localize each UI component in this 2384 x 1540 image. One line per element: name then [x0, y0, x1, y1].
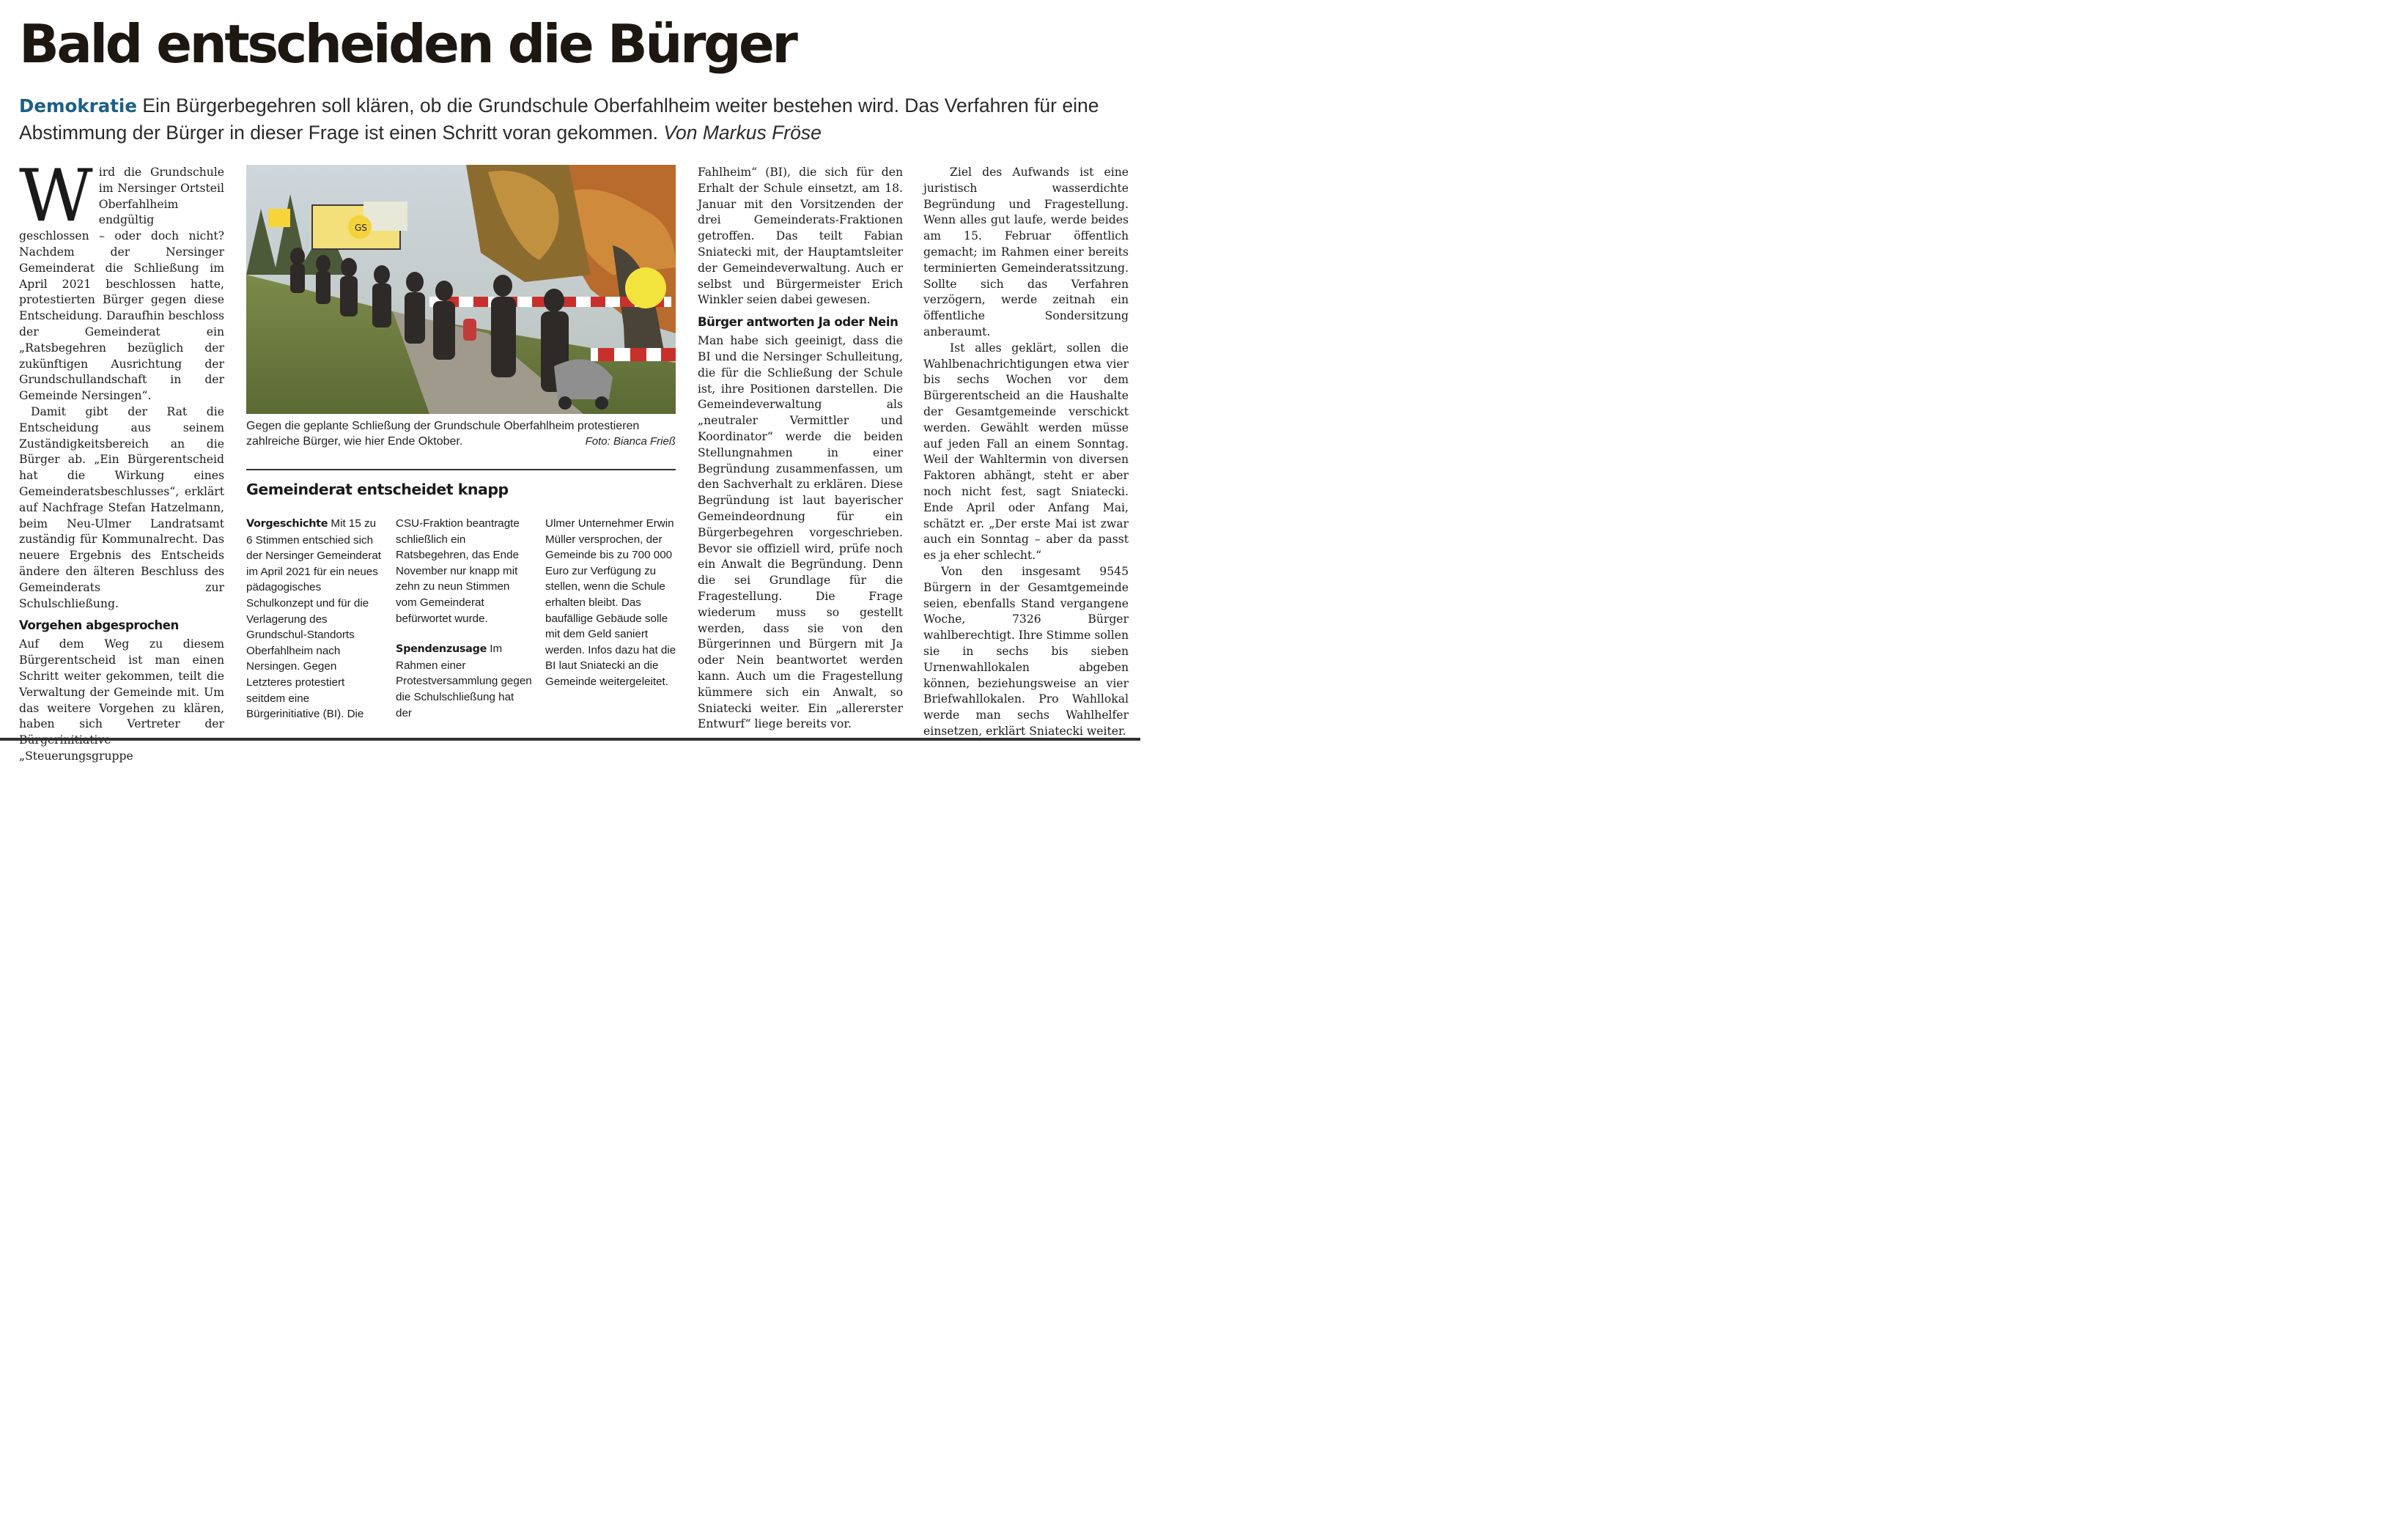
subheading: Bürger antworten Ja oder Nein: [698, 315, 898, 330]
page-bottom-rule: [0, 738, 1140, 741]
paragraph: Vorgeschichte Mit 15 zu 6 Stimmen entschied sich der Nersinger Gemeinderat im April 2021 für ein neues pädagogisches Schulkonzept und für die Verlagerung des Grundschul-Standorts Oberfahlheim nach Nersingen. Gegen Letzteres protestiert seitdem eine Bürgerinitiative (BI). Die: [246, 517, 382, 721]
paragraph: Man habe sich geeinigt, dass die BI und die Nersinger Schulleitung, die für die Schließung der Schule ist, ihre Positionen darstellen. Die Gemeindeverwaltung als „neutraler Vermittler und Koordinator“ werde die beiden Stellungnahmen in einer Begründung zusammenfassen, um den Sachverhalt zu erklären. Diese Begründung ist laut bayerischer Gemeindeordnung für ein Bürgerbegehren vorgeschrieben. Bevor sie offiziell wird, prüfe noch ein Anwalt die Begründung. Denn die sei Grundlage für die Fragestellung. Die Frage wiederum muss so gestellt werden, dass sie von den Bürgerinnen und Bürgern mit Ja oder Nein beantwortet werden kann. Auch um die Fragestellung kümmere sich ein Anwalt, so Sniatecki weiter. Ein „allererster Entwurf“ liege bereits vor.: [698, 334, 903, 731]
box-column-3: [545, 516, 682, 690]
photo-caption: [246, 418, 676, 449]
article-column-3: [698, 165, 903, 733]
paragraph: Wird die Grundschule im Nersinger Ortsteil Oberfahlheim endgültig geschlossen – oder doch nicht? Nachdem der Nersinger Gemeinderat die Schließung im April 2021 beschlossen hatte, protestierten Bürger gegen diese Entscheidung. Daraufhin beschloss der Gemeinderat ein „Ratsbegehren bezüglich der zukünftigen Ausrichtung der Grundschullandschaft in der Gemeinde Nersingen“.: [19, 155, 224, 403]
paragraph: Von den insgesamt 9545 Bürgern in der Gesamtgemeinde seien, ebenfalls Stand vergangene Woche, 7326 Bürger wahlberechtigt. Ihre Stimme sollen sie in sechs bis sieben Urnenwahllokalen abgeben können, beziehungsweise an vier Briefwahllokalen. Pro Wahllokal werde man sechs Wahlhelfer einsetzen, erklärt Sniatecki weiter.: [923, 564, 1129, 738]
paragraph: Auf dem Weg zu diesem Bürgerentscheid ist man einen Schritt weiter gekommen, teilt die Verwaltung der Gemeinde mit. Um das weitere Vorgehen zu klären, haben sich Vertreter der „Steuerungsgruppe: [19, 637, 224, 763]
protest-march-image: [246, 165, 676, 414]
dek-text: Ein Bürgerbegehren soll klären, ob die Grundschule Oberfahlheim weiter bestehen wird. Das Verfahren für eine Abstimmung der Bürger in dieser Frage ist einen Schritt voran gekommen.: [19, 95, 1099, 144]
byline: Von Markus Fröse: [663, 122, 822, 144]
box-column-2: [396, 516, 532, 721]
box-top-rule: [246, 469, 676, 470]
photo-credit: Foto: Bianca Frieß: [585, 435, 676, 448]
box-column-1: [246, 516, 383, 722]
box-title: Gemeinderat entscheidet knapp: [246, 481, 509, 498]
article-column-1: [19, 155, 224, 765]
caption-text: Gegen die geplante Schließung der Grundschule Oberfahlheim protestieren zahlreiche Bürger, wie hier Ende Oktober.: [246, 420, 640, 448]
kicker: Demokratie: [19, 95, 137, 116]
subheading: Vorgehen abgesprochen: [19, 618, 179, 633]
article-photo: [246, 165, 676, 414]
box-lead: Spendenzusage: [396, 643, 487, 656]
paragraph: Ist alles geklärt, sollen die Wahlbenachrichtigungen etwa vier bis sechs Wochen vor dem Bürgerentscheid an die Haushalte der Gesamtgemeinde verschickt werden. Gewählt werden müsse auf jeden Fall an einem Sonntag. Weil der Wahltermin von diversen Faktoren abhängt, steht er aber noch nicht fest, sagt Sniatecki. Ende April oder Anfang Mai, schätzt er. „Der erste Mai ist zwar auch ein Sonntag – aber da passt es ja eher schlecht.“: [923, 341, 1129, 563]
sign-text: GS: [355, 223, 367, 233]
article-column-4: [923, 165, 1129, 740]
headline: Bald entscheiden die Bürger: [19, 13, 796, 75]
paragraph: Spendenzusage Im Rahmen einer Protestversammlung gegen die Schulschließung hat der: [396, 643, 532, 719]
paragraph: CSU-Fraktion beantragte schließlich ein Ratsbegehren, das Ende November nur knapp mit zehn zu neun Stimmen vom Gemeinderat befürwortet wurde.: [396, 517, 520, 625]
drop-cap: W: [19, 155, 93, 238]
paragraph: Ulmer Unternehmer Erwin Müller versprochen, der Gemeinde bis zu 700 000 Euro zur Verfügung zu stellen, wenn die Schule erhalten bleibt. Das baufällige Gebäude solle mit dem Geld saniert werden. Infos dazu hat die BI laut Sniatecki an die Gemeinde weitergeleitet.: [545, 517, 676, 688]
article-dek: [19, 92, 1118, 147]
paragraph: Ziel des Aufwands ist eine juristisch wasserdichte Begründung und Fragestellung. Wenn alles gut laufe, werde beides am 15. Februar öffentlich gemacht; im Rahmen einer bereits terminierten Gemeinderatssitzung. Sollte sich das Verfahren verzögern, werde zeitnah ein öffentliche Sondersitzung anberaumt.: [923, 166, 1129, 338]
paragraph: Fahlheim“ (BI), die sich für den Erhalt der Schule einsetzt, am 18. Januar mit den Vorsitzenden der drei Gemeinderats-Fraktionen getroffen. Das teilt Fabian Sniatecki mit, der Hauptamtsleiter der Gemeindeverwaltung. Auch er selbst und Bürgermeister Erich Winkler seien dabei gewesen.: [698, 166, 903, 307]
box-lead: Vorgeschichte: [246, 518, 328, 530]
paragraph: Damit gibt der Rat die Entscheidung aus seinem Zuständigkeitsbereich an die Bürger ab. „Ein Bürgerentscheid hat die Wirkung eines Gemeinderatsbeschlusses“, erklärt auf Nachfrage Stefan Hatzelmann, beim Neu-Ulmer Landratsamt zuständig für Kommunalrecht. Das neuere Ergebnis des Entscheids ändere den älteren Beschluss des Gemeinderats zur Schulschließung.: [19, 404, 224, 610]
